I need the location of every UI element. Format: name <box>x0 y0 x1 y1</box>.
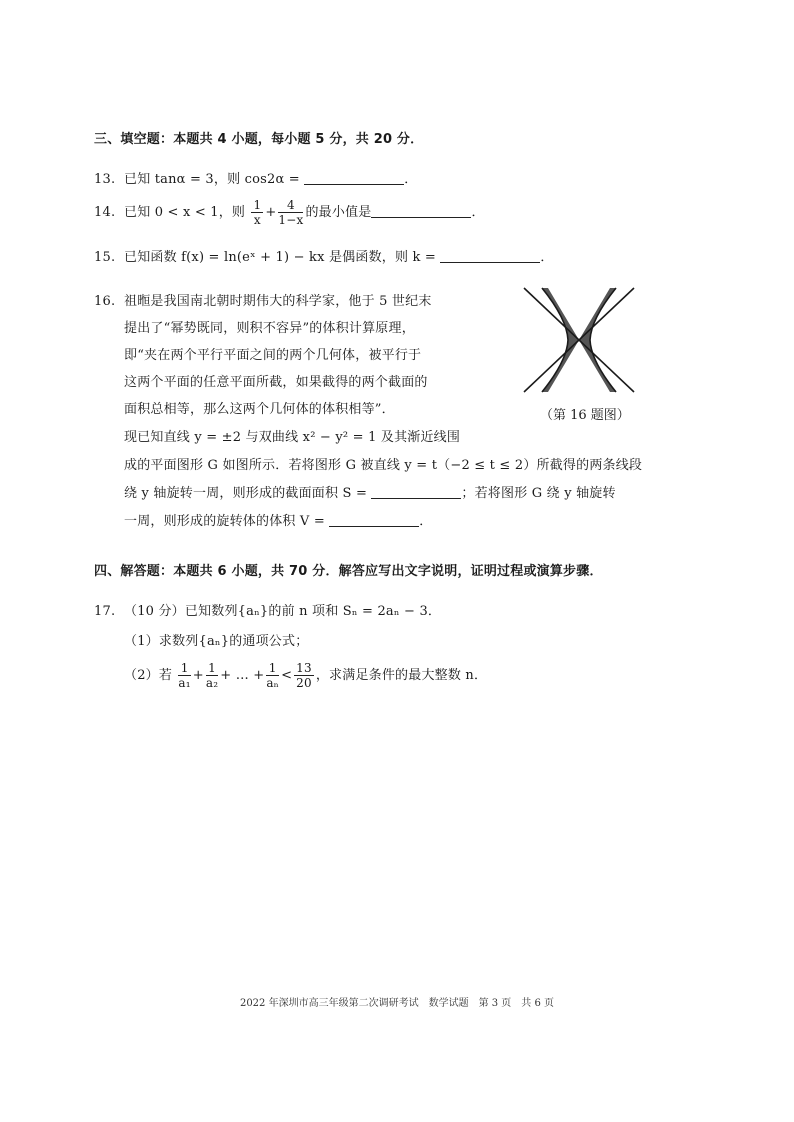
section-4-heading: 四、解答题：本题共 6 小题，共 70 分．解答应写出文字说明，证明过程或演算步骤． <box>94 564 603 579</box>
question-16-line-5: 面积总相等，那么这两个几何体的体积相等”． <box>124 402 395 417</box>
question-17-rhs: $\frac{13}{20}$ <box>296 661 312 690</box>
question-17-term-n: $\frac{1}{\text{aₙ}}$ <box>266 661 280 690</box>
question-13-number: 13. <box>94 172 116 187</box>
question-14-prefix: 已知 0 < x < 1，则 <box>124 205 246 220</box>
question-14-number: 14. <box>94 205 116 220</box>
question-16-line-1: 16. 祖暅是我国南北朝时期伟大的科学家，他于 5 世纪末 <box>94 294 432 309</box>
question-14-suffix: 的最小值是 <box>305 205 372 220</box>
question-14-blank[interactable] <box>371 205 471 218</box>
question-16-blank-volume[interactable] <box>329 514 419 527</box>
question-14-fraction-2: $\frac{4}{1-x}$ <box>278 198 304 227</box>
question-17-number: 17. <box>94 604 116 619</box>
question-15-number: 15. <box>94 250 116 265</box>
question-17-term-2: $\frac{1}{\text{a₂}}$ <box>205 661 219 690</box>
question-16-line-4: 这两个平面的任意平面所截，如果截得的两个截面的 <box>124 375 428 390</box>
question-16-line-8: 绕 y 轴旋转一周，则形成的截面面积 S = ；若将图形 G 绕 y 轴旋转 <box>124 486 616 501</box>
question-15: 15. 已知函数 f(x) = ln(eˣ + 1) − kx 是偶函数，则 k = ． <box>94 250 554 265</box>
hyperbola-left-shaded-region <box>542 288 579 392</box>
page-footer: 2022 年深圳市高三年级第二次调研考试 数学试题 第 3 页 共 6 页 <box>239 998 555 1009</box>
question-17 <box>94 600 441 619</box>
question-13-text: 已知 tanα = 3，则 cos2α = <box>124 172 305 187</box>
figure-16-caption: （第 16 题图） <box>540 408 630 423</box>
question-16-line-3: 即“夹在两个平行平面之间的两个几何体，被平行于 <box>124 348 422 363</box>
question-17-term-1: $\frac{1}{\text{a₁}}$ <box>178 661 191 690</box>
question-16-blank-area[interactable] <box>371 486 461 499</box>
question-13: 13. 已知 tanα = 3，则 cos2α = ． <box>94 172 418 187</box>
question-17-text: （10 分）已知数列{aₙ}的前 n 项和 Sₙ = 2aₙ − 3． <box>124 604 442 619</box>
question-13-blank[interactable] <box>304 172 404 185</box>
question-15-blank[interactable] <box>440 250 540 263</box>
section-3-heading: 三、填空题：本题共 4 小题，每小题 5 分，共 20 分． <box>94 132 424 147</box>
question-14-plus: + <box>265 205 277 220</box>
question-16-line-9: 一周，则形成的旋转体的体积 V = ． <box>124 514 433 529</box>
question-15-text: 已知函数 f(x) = ln(eˣ + 1) − kx 是偶函数，则 k = <box>124 250 441 265</box>
question-17-part-1: （1）求数列{aₙ}的通项公式； <box>124 634 309 649</box>
hyperbola-right-shaded-region <box>579 288 616 392</box>
question-16-line-7: 成的平面图形 G 如图所示．若将图形 G 被直线 y = t（−2 ≤ t ≤ 2）所截得的两条线段 <box>124 458 643 473</box>
question-16-number: 16. <box>94 294 116 309</box>
hyperbola-figure <box>520 285 638 395</box>
question-16-line-6: 现已知直线 y = ±2 与双曲线 x² − y² = 1 及其渐近线围 <box>124 430 461 445</box>
question-17-part-2: （2）若 $\frac{1}{\text{a₁}}$ + $\frac{1}{\text{a₂}}$ + … + $\frac{1}{\text{aₙ}}$ < $\frac{13}{20}$ ，求满足条件的最大整数 n． <box>124 661 488 690</box>
question-14: 14. 已知 0 < x < 1，则 $\frac{1}{x}$ + $\frac{4}{1-x}$ 的最小值是 ． <box>94 198 485 227</box>
question-14-fraction-1: $\frac{1}{x}$ <box>253 198 262 227</box>
question-16-line-2: 提出了“幂势既同，则积不容异”的体积计算原理， <box>124 321 415 336</box>
